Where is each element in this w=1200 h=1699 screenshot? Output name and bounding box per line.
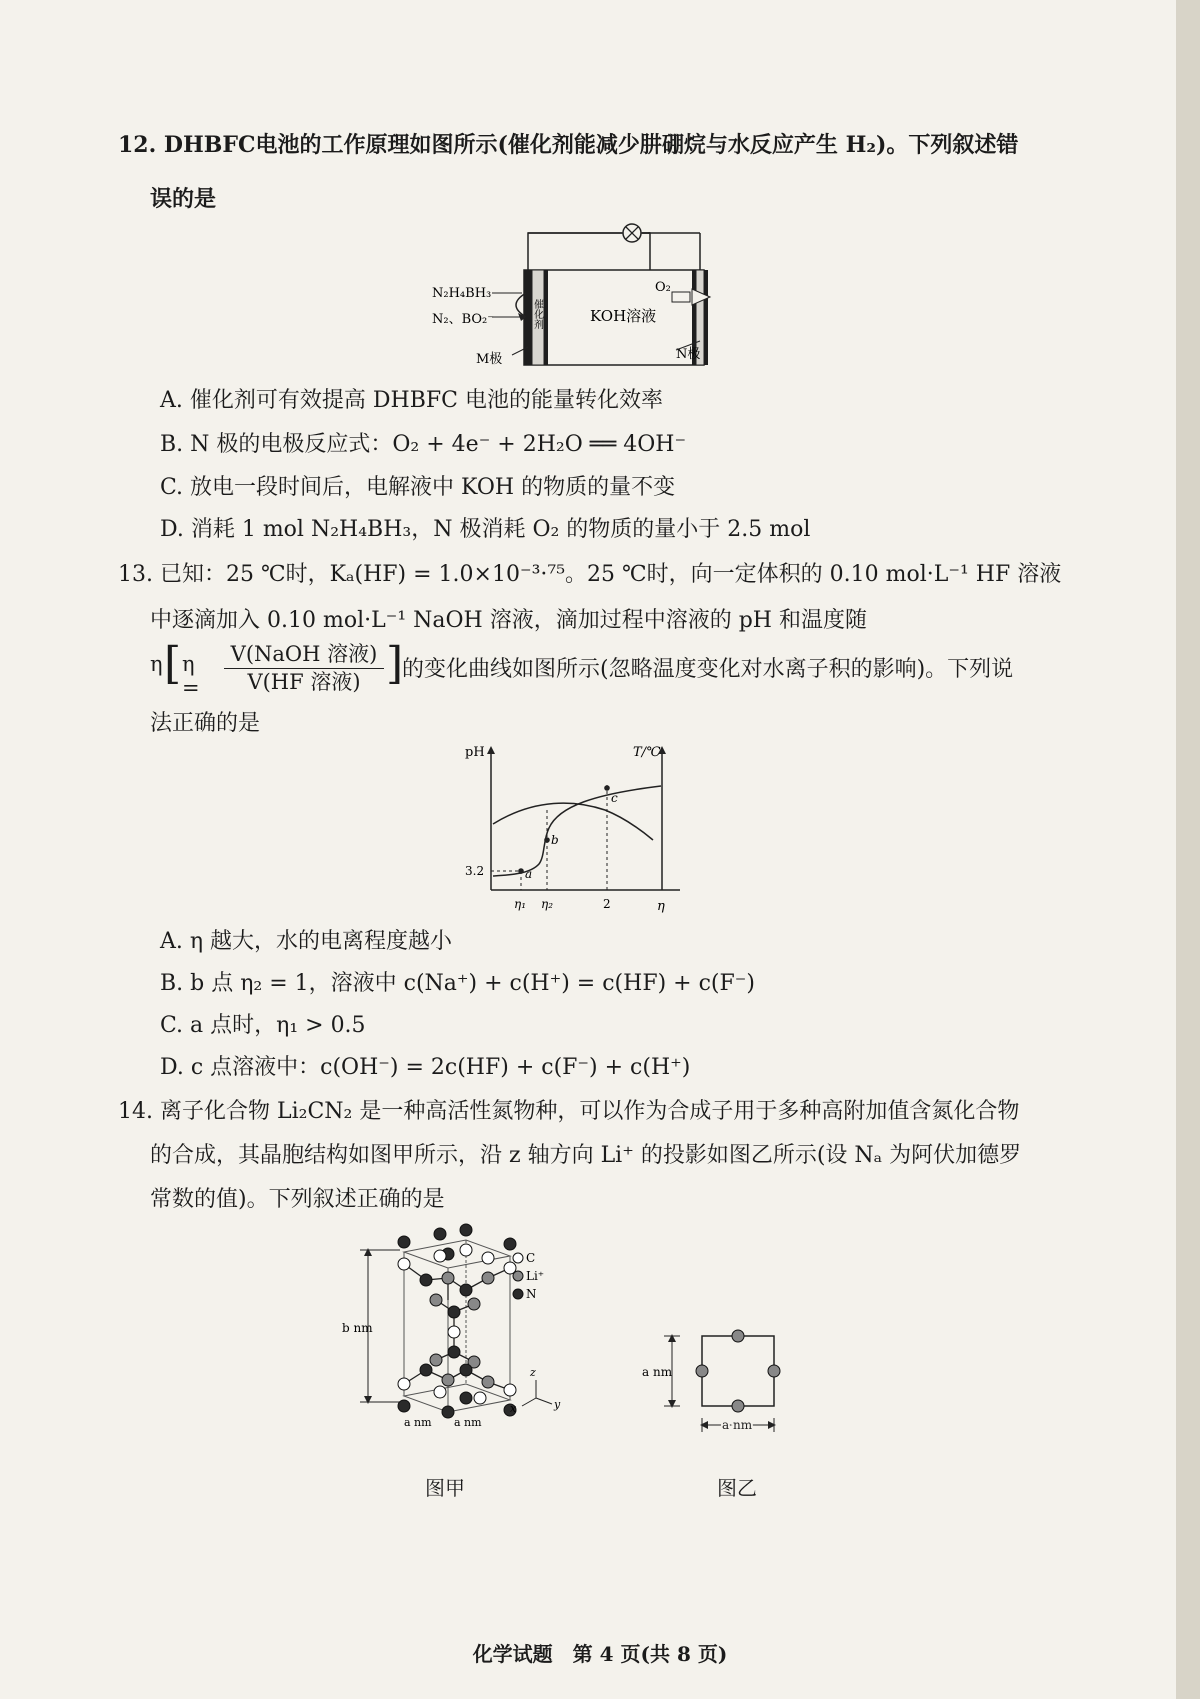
catalyst-label: 催化剂 [531,299,543,329]
chart-xlabel: η [657,899,665,914]
chart-xtick-eta2: η₂ [541,897,553,911]
point-b-label: b [551,833,559,847]
chart-ytick: 3.2 [465,864,485,878]
axis-x: x [510,1402,517,1415]
q12-option-d: D. 消耗 1 mol N₂H₄BH₃，N 极消耗 O₂ 的物质的量小于 2.5 mol [160,517,811,542]
q13-stem-line2: 中逐滴加入 0.10 mol·L⁻¹ NaOH 溶液，滴加过程中溶液的 pH 和温度随 [150,608,867,633]
q12-option-c: C. 放电一段时间后，电解液中 KOH 的物质的量不变 [160,475,676,500]
q13-ph-temperature-chart [455,740,720,915]
q13-option-c: C. a 点时，η₁ > 0.5 [160,1013,366,1038]
q14-stem-line2: 的合成，其晶胞结构如图甲所示，沿 z 轴方向 Li⁺ 的投影如图乙所示(设 Nₐ 为阿伏加德罗 [150,1143,1022,1168]
m-pole-label: M极 [476,352,503,367]
point-b [544,837,550,843]
q13-stem-line1: 13. 已知：25 ℃时，Kₐ(HF) = 1.0×10⁻³·⁷⁵。25 ℃时，向一定体积的 0.10 mol·L⁻¹ HF 溶液 [118,562,1062,587]
product-label: N₂、BO₂⁻ [432,312,495,327]
q12-battery-diagram [400,215,730,370]
solution-label: KOH溶液 [590,307,657,325]
point-a-label: a [525,867,533,881]
n-pole-label: N极 [676,347,701,362]
ph-curve [493,786,661,876]
projection-a-vertical: a nm [642,1365,673,1379]
chart-ylabel-right: T/℃ [633,745,661,760]
chart-xtick-eta1: η₁ [514,897,526,911]
q12-option-a: A. 催化剂可有效提高 DHBFC 电池的能量转化效率 [160,388,663,413]
chart-xtick-2: 2 [603,897,611,911]
chart-ylabel-left: pH [465,745,485,760]
point-c-label: c [611,791,618,805]
point-a [518,868,524,874]
q14-stem-line1: 14. 离子化合物 Li₂CN₂ 是一种高活性氮物种，可以作为合成子用于多种高附加值含氮化合物 [118,1099,1020,1124]
q13-option-b: B. b 点 η₂ = 1，溶液中 c(Na⁺) + c(H⁺) = c(HF) + c(F⁻) [160,971,755,996]
page-edge [1176,0,1200,1699]
q13-option-a: A. η 越大，水的电离程度越小 [160,929,453,954]
a-dimension-label-right: a nm [454,1416,482,1429]
q14-projection-figure [640,1320,790,1450]
figure-b-caption: 图乙 [717,1476,757,1500]
point-c [604,785,610,791]
q13-stem-line3: 的变化曲线如图所示(忽略温度变化对水离子积的影响)。下列说 [402,657,1014,682]
q12-stem-line2: 误的是 [150,186,217,212]
figure-a-caption: 图甲 [425,1476,465,1500]
q12-stem-line1: 12. DHBFC电池的工作原理如图所示(催化剂能减少肼硼烷与水反应产生 H₂)。下列叙述错 [118,132,1019,158]
b-dimension-label: b nm [342,1321,373,1335]
a-dimension-label-left: a nm [404,1416,432,1429]
q13-option-d: D. c 点溶液中：c(OH⁻) = 2c(HF) + c(F⁻) + c(H⁺) [160,1055,691,1080]
projection-a-horizontal: a nm [722,1418,753,1432]
axis-y: y [554,1398,561,1411]
exam-page: 12. DHBFC电池的工作原理如图所示(催化剂能减少肼硼烷与水反应产生 H₂)。下列叙述错 误的是 N₂H₄BH₃ N₂、BO₂⁻ 催化剂 KOH溶液 O₂ M极 N极 A. 催化剂可有效提高 DHBFC 电池的能量转化效率 B. N 极的电极反应式：O₂ + 4e⁻ + 2H₂O ══ 4OH⁻ C. 放电一段时间后，电解液中 KOH 的物质的量不变 D. 消耗 1 mol N₂H₄BH₃，N 极消耗 O₂ 的物质的量小于 2.5 mol 13. 已知：25 ℃时，Kₐ(HF) = 1.0×10⁻³·⁷⁵。25 ℃时，向一定体积的 0.10 mol·L⁻¹ HF 溶液 中逐滴加入 0.10 mol·L⁻¹ NaOH 溶液，滴加过程中溶液的 pH 和温度随 η [ η = V(NaOH 溶液) V(HF 溶液) ] 的变化曲线如图所示(忽略温度变化对水离子积的影响)。下列说 法正确的是 pH T/℃ η 3.2 η₁ η₂ 2 a b c A. η 越大，水的电离程度越小 B. b 点 η₂ = 1，溶液中 c(Na⁺) + c(H⁺) = c(HF) + c(F⁻) C. a 点时，η₁ > 0.5 D. c 点溶液中：c(OH⁻) = 2c(HF) + c(F⁻) + c(H⁺) 14. 离子化合物 Li₂CN₂ 是一种高活性氮物种，可以作为合成子用于多种高附加值含氮化合物 的合成，其晶胞结构如图甲所示，沿 z 轴方向 Li⁺ 的投影如图乙所示(设 Nₐ 为阿伏加德罗 常数的值)。下列叙述正确的是 b nm a nm a nm C Li⁺ N z y x 图甲 a nm a nm 图乙 化学试题 第 4 页(共 8 页) [0,0,1200,1699]
reactant-label: N₂H₄BH₃ [432,286,492,301]
temperature-curve [493,803,653,840]
axis-z: z [530,1366,536,1379]
page-footer: 化学试题 第 4 页(共 8 页) [472,1642,728,1666]
q12-option-b: B. N 极的电极反应式：O₂ + 4e⁻ + 2H₂O ══ 4OH⁻ [160,432,687,457]
o2-label: O₂ [655,280,671,295]
q14-stem-line3: 常数的值)。下列叙述正确的是 [150,1187,445,1212]
q14-crystal-cell-figure [340,1220,590,1470]
legend-c: C [526,1251,536,1265]
legend-li: Li⁺ [526,1269,545,1283]
legend-n: N [526,1287,537,1301]
q13-stem-line4: 法正确的是 [150,711,261,736]
